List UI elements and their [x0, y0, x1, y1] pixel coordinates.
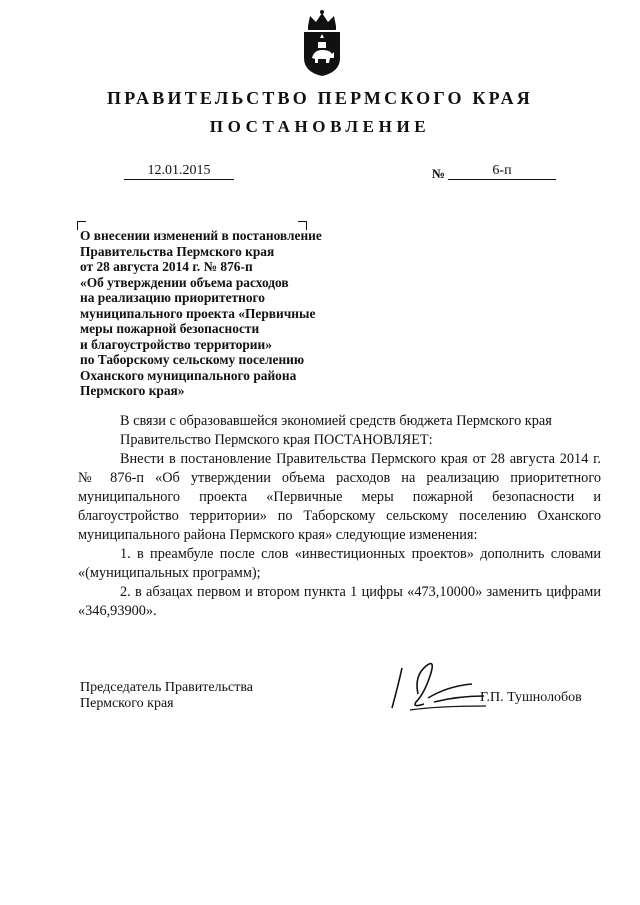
subject-line: на реализацию приоритетного — [80, 290, 265, 305]
body-paragraph-item-1: 1. в преамбуле после слов «инвестиционных проектов» дополнить словами «(муниципальных программ); — [78, 546, 601, 581]
subject-line: муниципального проекта «Первичные — [80, 305, 316, 321]
signatory-name: Г.П. Тушнолобов — [480, 690, 582, 705]
body-paragraph-item-2: 2. в абзацах первом и втором пункта 1 цифры «473,10000» заменить цифрами «346,93900». — [78, 584, 601, 619]
subject-line: от 28 августа 2014 г. № 876-п — [80, 259, 253, 274]
number-sign: № — [432, 166, 446, 181]
body-paragraph-resolves: Правительство Пермского края ПОСТАНОВЛЯЕТ: — [120, 432, 433, 448]
subject-line: Оханского муниципального района — [80, 367, 297, 383]
subject-line: Правительства Пермского края — [80, 243, 275, 259]
coat-of-arms-icon — [296, 8, 348, 78]
subject-line: по Таборскому сельскому поселению — [80, 352, 305, 367]
government-title: ПРАВИТЕЛЬСТВО ПЕРМСКОГО КРАЯ — [107, 88, 533, 108]
document-type: ПОСТАНОВЛЕНИЕ — [209, 117, 431, 136]
subject-line: «Об утверждении объема расходов — [80, 274, 289, 290]
subject-line: и благоустройство территории» — [80, 336, 272, 352]
subject-line: Пермского края» — [80, 383, 185, 398]
document-body — [78, 412, 601, 621]
signatory-position-line: Председатель Правительства — [80, 680, 253, 695]
body-paragraph-main: Внести в постановление Правительства Пермского края от 28 августа 2014 г. № 876-п «Об утверждении объема расходов на реализацию приоритетного муниципального проекта «Первичные меры пожарной безопасности и благоустройство территории» по Таборскому сельскому поселению Оханского муниципального района Пермского края» следующие изменения: — [78, 451, 601, 543]
subject-line: меры пожарной безопасности — [80, 321, 260, 336]
subject-line: О внесении изменений в постановление — [80, 228, 322, 243]
document-date: 12.01.2015 — [124, 163, 234, 180]
signatory-position-line: Пермского края — [80, 696, 174, 711]
body-paragraph-preamble: В связи с образовавшейся экономией средств бюджета Пермского края — [120, 413, 552, 429]
signatory-position — [80, 680, 253, 712]
document-subject — [80, 228, 380, 399]
document-number: 6-п — [448, 163, 556, 180]
